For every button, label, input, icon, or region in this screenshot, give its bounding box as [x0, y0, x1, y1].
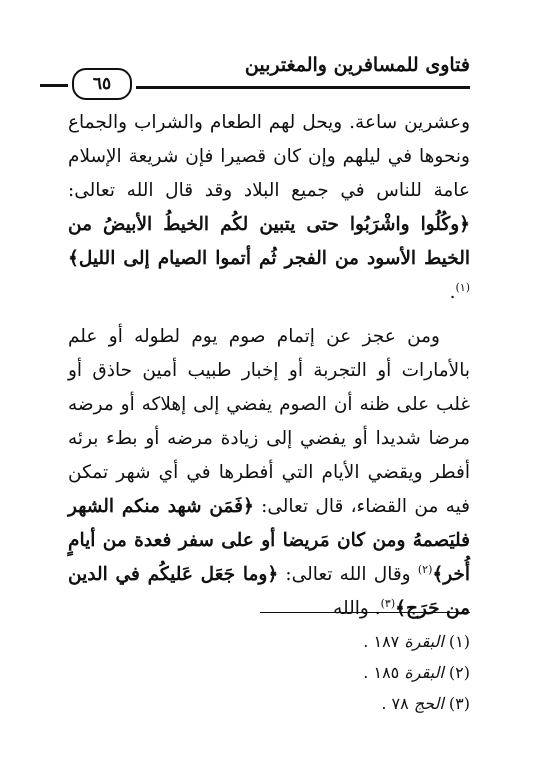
quran-verse: ﴿فَمَن شهد منكم الشهر فليَصمهُ ومن كان مَريضا أو على سفر فعدة من أيامٍ أُخر﴾	[68, 496, 470, 585]
footnote-item	[170, 657, 470, 688]
footnote-verse-number: ٧٨	[391, 694, 409, 713]
footnote-end: .	[363, 663, 369, 682]
footnote-ref: (١)	[455, 280, 470, 294]
footnote-number: (٣)	[448, 694, 470, 713]
footnote-item	[170, 688, 470, 719]
main-text	[68, 106, 470, 626]
paragraph-text: وقال الله تعالى:	[278, 564, 418, 585]
page-number-dash	[40, 84, 68, 87]
paragraph-1	[68, 106, 470, 310]
footnote-separator	[260, 612, 470, 613]
paragraph-text: ومن عجز عن إتمام صوم يوم لطوله أو علم بالأمارات أو التجربة أو إخبار طبيب أمين حاذق أو غلب على ظنه أن الصوم يفضي إلى إهلاكه أو مرضه مرضا شديدا أو يفضي إلى زيادة مرضه أو بطء برئه أفطر ويقضي الأيام التي أفطرها في أي شهر تمكن فيه من القضاء، قال تعالى:	[68, 326, 470, 517]
book-title: فتاوى للمسافرين والمغتربين	[244, 54, 470, 76]
paragraph-2	[68, 320, 470, 626]
footnote-verse-number: ١٨٥	[373, 663, 400, 682]
footnote-verse-number: ١٨٧	[373, 632, 400, 651]
quran-verse: ﴿وما جَعَل عَليكُم في الدين من حَرَج﴾	[68, 564, 470, 619]
footnotes	[170, 626, 470, 719]
running-header	[70, 48, 470, 94]
footnote-item	[170, 626, 470, 657]
header-rule	[136, 86, 470, 89]
footnote-source: الحج	[413, 694, 444, 713]
footnote-number: (١)	[448, 632, 470, 651]
footnote-end: .	[363, 632, 369, 651]
footnote-number: (٢)	[448, 663, 470, 682]
paragraph-end: .	[449, 282, 456, 303]
paragraph-end: . والله	[333, 598, 381, 619]
quran-verse: ﴿وكُلُوا واشْرَبُوا حتى يتبين لكُم الخيطُ الأبيضُ من الخيط الأسود من الفجر ثُم أتموا الصيام إلى الليل﴾	[68, 214, 470, 269]
page-number: ٦٥	[72, 68, 132, 100]
paragraph-text: وعشرين ساعة. ويحل لهم الطعام والشراب والجماع ونحوها في ليلهم وإن كان قصيرا فإن شريعة الإسلام عامة للناس في جميع البلاد وقد قال الله تعالى:	[68, 112, 470, 201]
footnote-source: البقرة	[404, 663, 444, 682]
footnote-end: .	[381, 694, 387, 713]
footnote-source: البقرة	[404, 632, 444, 651]
footnote-ref: (٣)	[380, 596, 396, 610]
footnote-ref: (٢)	[417, 562, 433, 576]
